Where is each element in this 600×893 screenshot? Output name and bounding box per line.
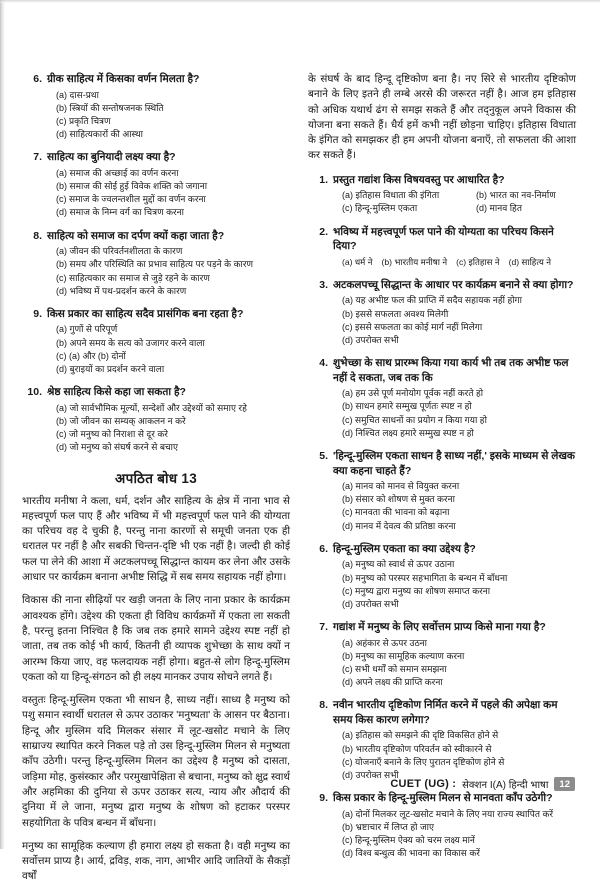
- footer-brand: CUET (UG) :: [390, 778, 457, 790]
- option-list: [333, 387, 576, 440]
- option-list: [47, 323, 290, 376]
- option-item[interactable]: (a) हम उसे पूर्ण मनोयोग पूर्वक नहीं करते हो: [342, 388, 484, 399]
- question-block: [22, 150, 290, 219]
- option-item[interactable]: (c) इतिहास ने: [456, 256, 500, 267]
- question-text: भविष्य में महत्त्वपूर्ण फल पाने की योग्यता का परिचय किसने दिया?: [333, 225, 554, 253]
- option-item[interactable]: (c) मनुष्य द्वारा मनुष्य का शोषण समाप्त करना: [342, 585, 491, 596]
- question-number: 6.: [319, 542, 328, 555]
- page-number-badge: 12: [554, 777, 575, 791]
- question-number: 2.: [319, 225, 328, 238]
- option-item[interactable]: (d) साहित्यकारों की आस्था: [56, 129, 143, 140]
- passage-body: [22, 494, 290, 885]
- option-item[interactable]: (b) भारतीय दृष्टिकोण परिवर्तन को स्वीकारने से: [342, 743, 492, 754]
- right-column: [308, 72, 576, 870]
- question-block: [22, 72, 290, 141]
- option-list: [333, 558, 576, 611]
- option-item[interactable]: (a) मानव को मानव से वियुक्त करना: [342, 481, 460, 492]
- option-item[interactable]: (b) साधन हमारे सम्मुख पूर्णतः स्पष्ट न हो: [342, 401, 472, 412]
- option-item[interactable]: (d) जो मनुष्य को संघर्ष करने से बचाए: [56, 442, 178, 453]
- question-text: प्रस्तुत गद्यांश किस विषयवस्तु पर आधारित है?: [333, 173, 505, 186]
- option-item[interactable]: (b) संसार को शोषण से मुक्त करना: [342, 494, 455, 505]
- question-text: नवीन भारतीय दृष्टिकोण निर्मित करने में पहले की अपेक्षा कम समय किस कारण लगेगा?: [333, 699, 558, 726]
- option-list: [47, 167, 290, 220]
- option-list: [333, 808, 576, 861]
- footer-section-label: सेक्शन I(A) हिन्दी भाषा: [462, 780, 549, 791]
- option-item[interactable]: (c) मानवता की भावना को बढ़ाना: [342, 507, 450, 518]
- passage-paragraph: वस्तुतः हिन्दू-मुस्लिम एकता भी साधन है, साध्य नहीं। साध्य है मनुष्य को पशु समान स्वार्थी धरातल से ऊपर उठाकर 'मनुष्यता' के आसन पर बैठाना। हिन्दू और मुस्लिम यदि मिलकर संसार में लूट-खसोट मचाने के लिए साम्राज्य स्थापित करने निकल पड़े तो उस हिन्दू-मुस्लिम मिलन से मनुष्यता काँप उठेगी। परन्तु हिन्दू-मुस्लिम मिलन का उद्देश्य है मनुष्य को दासता, जड़िमा मोह, कुसंस्कार और परमुखापेक्षिता से बचाना, मनुष्य को क्षुद्र स्वार्थ और अहमिका की दुनिया से ऊपर उठाकर सत्य, न्याय और औदार्य की दुनिया में ले जाना, मनुष्य द्वारा मनुष्य के शोषण को हटाकर परस्पर सहयोगिता के पवित्र बन्धन में बाँधना।: [22, 695, 290, 829]
- option-item[interactable]: (a) अहंकार से ऊपर उठना: [342, 637, 428, 648]
- question-body: [333, 356, 576, 440]
- option-item[interactable]: (b) मनुष्य को परस्पर सहभागिता के बन्धन में बाँधना: [342, 572, 508, 583]
- question-block: [308, 356, 576, 440]
- option-item[interactable]: (a) जीवन की परिवर्तनशीलता के कारण: [56, 246, 183, 257]
- question-body: [47, 385, 290, 454]
- option-list: [333, 294, 576, 347]
- option-item[interactable]: (a) धर्म ने: [342, 256, 373, 267]
- option-item[interactable]: (c) योजनाएँ बनाने के लिए पुरातन दृष्टिकोण होने से: [342, 756, 505, 767]
- question-text: श्रेष्ठ साहित्य किसे कहा जा सकता है?: [47, 386, 186, 399]
- question-body: [333, 173, 576, 216]
- option-item[interactable]: (b) इससे सफलता अवश्य मिलेगी: [342, 308, 449, 319]
- question-body: [333, 620, 576, 689]
- question-block: [308, 449, 576, 533]
- question-body: [333, 449, 576, 533]
- question-number: 7.: [33, 151, 42, 164]
- question-text: किस प्रकार का साहित्य सदैव प्रासंगिक बना रहता है?: [47, 307, 244, 320]
- option-item[interactable]: (d) अपने लक्ष्य की प्राप्ति करना: [342, 677, 443, 688]
- question-body: [333, 225, 576, 269]
- option-list: [333, 256, 576, 269]
- question-number: 7.: [319, 621, 328, 634]
- question-text: साहित्य को समाज का दर्पण क्यों कहा जाता है?: [47, 229, 225, 242]
- footer-inner: [390, 777, 575, 791]
- two-column-layout: [22, 72, 578, 893]
- question-body: [47, 72, 290, 141]
- option-item[interactable]: (d) मानव में देवत्व की प्रतिष्ठा करना: [342, 520, 456, 531]
- question-number: 8.: [319, 699, 328, 712]
- question-number: 10.: [27, 386, 42, 399]
- option-item[interactable]: (c) सभी धर्मों को समान समझना: [342, 664, 447, 675]
- option-item[interactable]: (b) भारत का नव-निर्माण: [476, 190, 556, 201]
- question-text: 'हिन्दू-मुस्लिम एकता साधन है साध्य नहीं,' इसके माध्यम से लेखक क्या कहना चाहते हैं?: [333, 450, 575, 477]
- option-item[interactable]: (a) जो सार्वभौमिक मूल्यों, सन्देशों और उद्देश्यों को समाए रहे: [56, 402, 247, 413]
- option-item[interactable]: (c) साहित्यकार का समाज से जुड़े रहने के कारण: [56, 272, 210, 283]
- passage-paragraph: भारतीय मनीषा ने कला, धर्म, दर्शन और साहित्य के क्षेत्र में नाना भाव से महत्त्वपूर्ण फल पाए हैं और भविष्य में भी महत्त्वपूर्ण फल पाने की योग्यता का परिचय वह दे चुकी है, परन्तु नाना कारणों से समूची जनता एक ही धरातल पर नहीं है और सबकी चिन्तन-दृष्टि भी एक नहीं है। जल्दी ही कोई फल पा लेने की आशा में अटकलपच्चू सिद्धान्त कायम कर लेना और उसके आधार पर कार्यक्रम बनाना अभीष्ट सिद्धि में सब समय सहायक नहीं होगा।: [22, 495, 290, 584]
- question-number: 3.: [319, 278, 328, 291]
- option-item[interactable]: (b) स्त्रियों की सन्तोषजनक स्थिति: [56, 102, 164, 113]
- question-number: 1.: [319, 173, 328, 186]
- option-item[interactable]: (d) विश्व बन्धुत्व की भावना का विकास करें: [342, 848, 480, 859]
- question-block: [308, 542, 576, 611]
- option-item[interactable]: (d) निश्चित लक्ष्य हमारे सम्मुख स्पष्ट न हो: [342, 427, 474, 438]
- option-item[interactable]: (d) भविष्य में पथ-प्रदर्शन करने के कारण: [56, 285, 187, 296]
- option-item[interactable]: (d) साहित्य ने: [508, 256, 552, 267]
- option-item[interactable]: (b) अपने समय के सत्य को उजागर करने वाला: [56, 337, 205, 348]
- question-number: 6.: [33, 73, 42, 85]
- question-block: [308, 698, 576, 782]
- option-item[interactable]: (b) जो जीवन का सम्यक् आकलन न करे: [56, 415, 186, 426]
- option-item[interactable]: (a) दास-प्रथा: [56, 89, 99, 100]
- question-number: 9.: [33, 307, 42, 320]
- question-body: [333, 791, 576, 860]
- option-item[interactable]: (d) समाज के निम्न वर्ग का चित्रण करना: [56, 207, 184, 218]
- question-body: [47, 229, 290, 298]
- option-list: [47, 245, 290, 298]
- question-block: [308, 620, 576, 689]
- passage-paragraph: विकास की नाना सीढ़ियों पर खड़ी जनता के लिए नाना प्रकार के कार्यक्रम आवश्यक होंगे। उद्देश्य की एकता ही विविध कार्यक्रमों में एकता ला सकती है, परन्तु इतना निश्चित है कि जब तक हमारे सामने उद्देश्य स्पष्ट नहीं हो जाता, तब तक कोई भी कार्य, कितनी ही व्यापक शुभेच्छा के साथ क्यों न आरम्भ किया जाए, वह फलदायक नहीं होगा। बहुत-से लोग हिन्दू-मुस्लिम एकता को या हिन्दू-संगठन को ही लक्ष्य मानकर उपाय सोचने लगते हैं।: [22, 595, 290, 683]
- option-item[interactable]: (a) यह अभीष्ट फल की प्राप्ति में सदैव सहायक नहीं होगा: [342, 295, 522, 306]
- option-list: [47, 402, 290, 455]
- option-item[interactable]: (c) समुचित साधनों का प्रयोग न किया गया हो: [342, 414, 487, 425]
- question-block: [22, 307, 290, 376]
- question-body: [333, 542, 576, 611]
- option-item[interactable]: (a) समाज की अच्छाई का वर्णन करना: [56, 167, 179, 178]
- question-block: [22, 385, 290, 454]
- option-item[interactable]: (a) गुणों से परिपूर्ण: [56, 324, 118, 335]
- question-text: गद्यांश में मनुष्य के लिए सर्वोत्तम प्राप्य किसे माना गया है?: [333, 621, 546, 634]
- option-list: [333, 637, 576, 690]
- option-item[interactable]: (b) समाज की सोई हुई विवेक शक्ति को जगाना: [56, 181, 208, 192]
- option-list: [47, 89, 290, 142]
- option-item[interactable]: (b) समय और परिस्थिति का प्रभाव साहित्य पर पड़ने के कारण: [56, 259, 254, 270]
- option-item[interactable]: (a) इतिहास विधाता की इंगिता: [342, 190, 440, 201]
- option-item[interactable]: (b) भारतीय मनीषा ने: [381, 256, 448, 267]
- question-number: 4.: [319, 357, 328, 370]
- question-number: 9.: [319, 792, 328, 805]
- option-item[interactable]: (d) मानव हित: [476, 203, 522, 214]
- question-block: [308, 278, 576, 347]
- option-item[interactable]: (c) प्रकृति चित्रण: [56, 115, 111, 126]
- question-text: अटकलपच्चू सिद्धान्त के आधार पर कार्यक्रम बनाने से क्या होगा?: [333, 278, 574, 291]
- option-item[interactable]: (d) उपरोक्त सभी: [342, 770, 399, 781]
- option-list: [333, 480, 576, 533]
- option-item[interactable]: (a) इतिहास को समझने की दृष्टि विकसित होने से: [342, 730, 499, 741]
- option-item[interactable]: (c) हिन्दू-मुस्लिम एकता: [342, 203, 418, 214]
- option-item[interactable]: (a) मनुष्य को स्वार्थ से ऊपर उठाना: [342, 559, 455, 570]
- left-column: [22, 72, 290, 893]
- question-body: [47, 150, 290, 219]
- passage-paragraph: के संघर्ष के बाद हिन्दू दृष्टिकोण बना है। नए सिरे से भारतीय दृष्टिकोण बनाने के लिए इतने ही लम्बे अरसे की जरूरत नहीं है। आज हम इतिहास को अधिक यथार्थ ढंग से समझ सकते हैं और तद्नुकूल अपने विकास की योजना बना सकते हैं। धैर्य हमें कभी नहीं छोड़ना चाहिए। इतिहास विधाता के इंगित को समझकर ही हम अपनी योजना बनाएँ, तो सफलता की आशा कर सकते हैं।: [308, 74, 576, 162]
- page-footer: [0, 774, 600, 792]
- option-item[interactable]: (d) उपरोक्त सभी: [342, 335, 399, 345]
- option-item[interactable]: (b) मनुष्य का सामूहिक कल्याण करना: [342, 650, 465, 661]
- question-block: [308, 791, 576, 860]
- option-item[interactable]: (c) जो मनुष्य को निराशा से दूर करे: [56, 429, 168, 440]
- option-item[interactable]: (b) भ्रष्टाचार में लिप्त हो जाए: [342, 821, 434, 832]
- question-text: ग्रीक साहित्य में किसका वर्णन मिलता है?: [47, 73, 200, 85]
- option-item[interactable]: (c) समाज के ज्वलन्तशील मुद्दों का वर्णन करना: [56, 194, 206, 205]
- passage-paragraph: मनुष्य का सामूहिक कल्याण ही हमारा लक्ष्य हो सकता है। वही मनुष्य का सर्वोत्तम प्राप्य है। आर्य, द्रविड़, शक, नाग, आभीर आदि जातियों के सैकड़ों वर्षों: [22, 840, 290, 883]
- option-item[interactable]: (c) (a) और (b) दोनों: [56, 350, 126, 361]
- option-item[interactable]: (c) हिन्दू-मुस्लिम ऐक्य को चरम लक्ष्य मानें: [342, 835, 475, 846]
- question-text: शुभेच्छा के साथ प्रारम्भ किया गया कार्य भी तब तक अभीष्ट फल नहीं दे सकता, जब तक कि: [333, 357, 569, 384]
- option-item[interactable]: (a) दोनों मिलकर लूट-खसोट मचाने के लिए नया राज्य स्थापित करें: [342, 808, 554, 819]
- question-text: हिन्दू-मुस्लिम एकता का क्या उद्देश्य है?: [333, 542, 476, 555]
- question-block: [22, 229, 290, 298]
- question-text: साहित्य का बुनियादी लक्ष्य क्या है?: [47, 151, 176, 164]
- question-block: [308, 225, 576, 269]
- question-number: 8.: [33, 229, 42, 242]
- question-text: किस प्रकार के हिन्दू-मुस्लिम मिलन से मानवता काँप उठेगी?: [333, 792, 553, 805]
- question-body: [333, 278, 576, 347]
- option-list: [333, 189, 576, 215]
- question-body: [47, 307, 290, 376]
- passage-heading: अपठित बोध 13: [114, 470, 198, 486]
- passage-continuation: [308, 72, 576, 164]
- option-item[interactable]: (c) इससे सफलता का कोई मार्ग नहीं मिलेगा: [342, 321, 483, 332]
- question-body: [333, 698, 576, 782]
- option-item[interactable]: (d) बुराइयों का प्रदर्शन करने वाला: [56, 364, 165, 375]
- option-item[interactable]: (d) उपरोक्त सभी: [342, 598, 399, 609]
- question-block: [308, 173, 576, 216]
- question-number: 5.: [319, 450, 328, 463]
